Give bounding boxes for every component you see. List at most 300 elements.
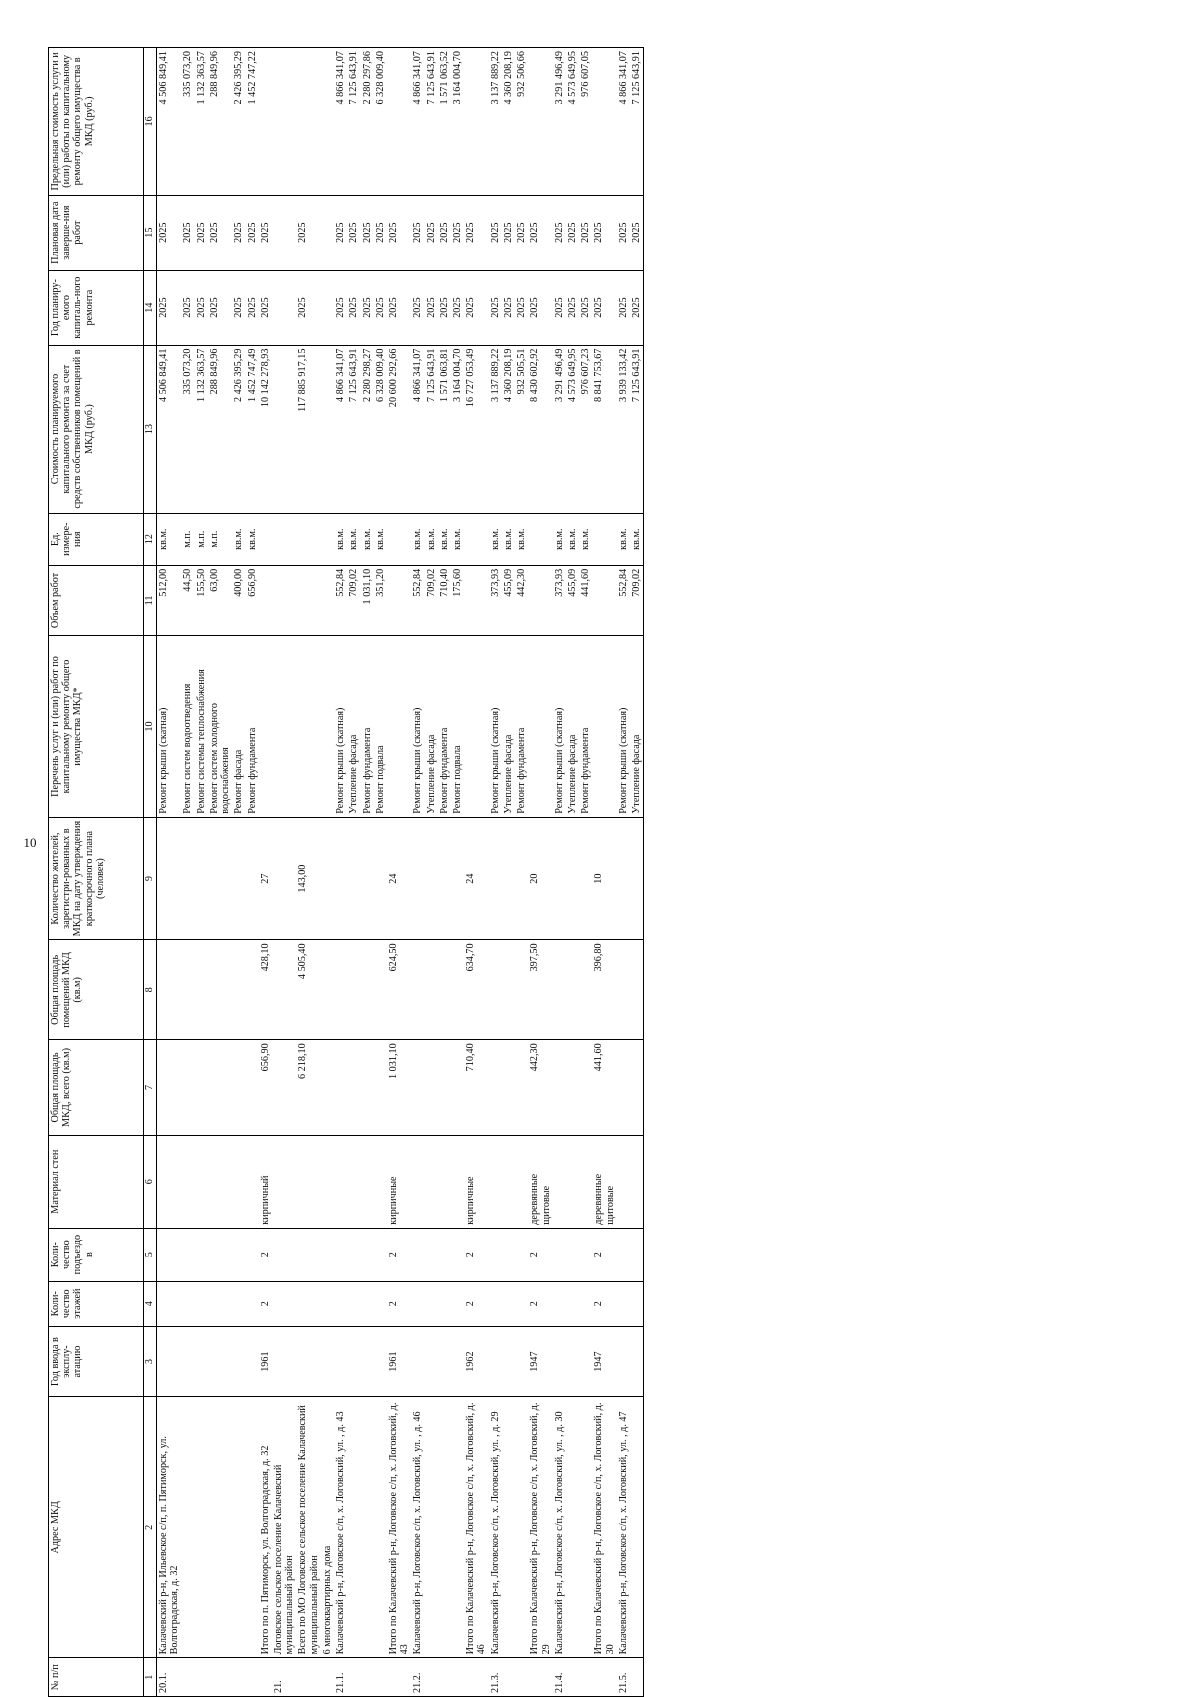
table-row — [617, 48, 630, 1697]
table-cell: Ремонт крыши (скатная) — [411, 636, 424, 818]
table-cell: 21.4. — [553, 1658, 566, 1697]
table-cell — [387, 1658, 411, 1697]
column-number-row — [144, 48, 157, 1697]
table-cell — [347, 1228, 360, 1281]
table-cell — [630, 1658, 644, 1697]
table-cell: кв.м. — [374, 513, 387, 565]
table-cell: Итого по Калачевский р-н, Логовское с/п, х. Логовский, д. 43 — [387, 1397, 411, 1658]
table-cell: 4 866 341,07 — [411, 345, 424, 513]
table-cell — [195, 1228, 208, 1281]
table-cell — [195, 1326, 208, 1396]
table-cell: 2025 — [528, 195, 552, 270]
table-cell — [411, 1228, 424, 1281]
table-cell: 428,10 — [259, 940, 272, 1040]
table-cell — [553, 1135, 566, 1228]
table-cell: м.п. — [208, 513, 232, 565]
table-cell: кирпичные — [387, 1135, 411, 1228]
table-cell — [272, 345, 296, 513]
table-cell — [617, 940, 630, 1040]
table-cell — [157, 1228, 182, 1281]
table-cell: кв.м. — [232, 513, 245, 565]
table-cell — [451, 1135, 464, 1228]
column-header-11: Объем работ — [49, 565, 144, 635]
table-cell: 4 573 649,95 — [566, 48, 579, 196]
table-cell — [489, 940, 502, 1040]
table-cell: 2025 — [334, 195, 347, 270]
table-cell — [334, 817, 347, 940]
table-cell: 656,90 — [259, 1040, 272, 1135]
table-cell: Ремонт систем водоотведения — [181, 636, 194, 818]
table-cell: 288 849,96 — [208, 345, 232, 513]
table-cell: 709,02 — [425, 565, 438, 635]
table-cell — [195, 1135, 208, 1228]
table-cell — [374, 1135, 387, 1228]
table-cell — [630, 1135, 644, 1228]
table-cell — [425, 1135, 438, 1228]
table-cell: 2025 — [617, 270, 630, 345]
table-cell — [321, 1228, 334, 1281]
table-cell — [553, 1040, 566, 1135]
table-cell: 2025 — [502, 195, 515, 270]
table-cell — [438, 1281, 451, 1326]
table-cell — [489, 1281, 502, 1326]
table-cell — [425, 1281, 438, 1326]
column-number-9: 9 — [144, 817, 157, 940]
table-cell: 397,50 — [528, 940, 552, 1040]
table-cell: 7 125 643,91 — [630, 48, 644, 196]
table-cell: 24 — [464, 817, 488, 940]
table-cell — [502, 1658, 515, 1697]
table-cell — [334, 1040, 347, 1135]
table-cell — [259, 1658, 272, 1697]
table-cell: Калачевский р-н, Логовское с/п, х. Логовский, ул. , д. 46 — [411, 1397, 424, 1658]
table-cell — [411, 940, 424, 1040]
column-number-10: 10 — [144, 636, 157, 818]
table-cell — [195, 1397, 208, 1658]
table-cell: 2025 — [515, 195, 528, 270]
table-cell: Ремонт крыши (скатная) — [617, 636, 630, 818]
table-cell — [617, 1326, 630, 1396]
table-cell — [334, 1326, 347, 1396]
table-cell: 932 506,66 — [515, 48, 528, 196]
table-cell — [321, 1326, 334, 1396]
table-cell — [579, 1326, 592, 1396]
table-cell: Ремонт системы теплоснабжения — [195, 636, 208, 818]
table-cell: 2025 — [515, 270, 528, 345]
table-cell — [181, 940, 194, 1040]
table-cell: 2025 — [347, 195, 360, 270]
column-number-16: 16 — [144, 48, 157, 196]
table-row — [464, 48, 488, 1697]
table-cell — [181, 1040, 194, 1135]
column-number-2: 2 — [144, 1397, 157, 1658]
table-cell: 2 280 297,86 — [361, 48, 374, 196]
table-cell: 2025 — [553, 270, 566, 345]
table-cell: 2025 — [592, 270, 616, 345]
table-cell — [579, 1040, 592, 1135]
table-cell — [387, 48, 411, 196]
table-cell: 1 031,10 — [387, 1040, 411, 1135]
column-number-12: 12 — [144, 513, 157, 565]
table-cell — [272, 513, 296, 565]
table-cell: Ремонт крыши (скатная) — [334, 636, 347, 818]
table-cell — [451, 1658, 464, 1697]
table-cell: 1 132 363,57 — [195, 48, 208, 196]
table-cell: 2025 — [630, 270, 644, 345]
table-cell: 2025 — [464, 270, 488, 345]
table-cell — [566, 1326, 579, 1396]
table-cell — [232, 1326, 245, 1396]
table-cell: 20.1. — [157, 1658, 182, 1697]
table-cell — [208, 817, 232, 940]
table-cell: 3 291 496,49 — [553, 48, 566, 196]
column-header-5: Коли-чество подъездо в — [49, 1228, 144, 1281]
table-cell: 21.2. — [411, 1658, 424, 1697]
table-cell: Калачевский р-н, Ильевское с/п, п. Пятиморск, ул. Волгоградская, д. 32 — [157, 1397, 182, 1658]
table-cell: Ремонт крыши (скатная) — [489, 636, 502, 818]
table-cell: кв.м. — [411, 513, 424, 565]
table-cell — [272, 195, 296, 270]
table-cell — [334, 1228, 347, 1281]
table-cell — [387, 636, 411, 818]
table-cell — [489, 1326, 502, 1396]
table-cell: Ремонт фундамента — [438, 636, 451, 818]
table-row — [272, 48, 296, 1697]
table-cell — [272, 565, 296, 635]
table-cell: кирпичный — [259, 1135, 272, 1228]
table-cell — [347, 1326, 360, 1396]
table-cell — [374, 1326, 387, 1396]
table-cell: 2025 — [246, 195, 259, 270]
table-cell — [489, 1135, 502, 1228]
table-cell: Ремонт крыши (скатная) — [553, 636, 566, 818]
table-cell: 2 — [259, 1228, 272, 1281]
table-row — [630, 48, 644, 1697]
table-cell — [451, 1326, 464, 1396]
table-cell — [157, 817, 182, 940]
table-cell — [411, 817, 424, 940]
table-cell — [528, 48, 552, 196]
table-cell: 6 218,10 — [296, 1040, 320, 1135]
table-cell: Утепление фасада — [502, 636, 515, 818]
table-cell — [630, 817, 644, 940]
table-cell — [579, 1397, 592, 1658]
table-cell — [451, 1281, 464, 1326]
table-cell — [502, 817, 515, 940]
table-row — [361, 48, 374, 1697]
table-cell: кв.м. — [489, 513, 502, 565]
table-row — [553, 48, 566, 1697]
table-body — [157, 48, 644, 1697]
table-row — [232, 48, 245, 1697]
table-cell: 335 073,20 — [181, 345, 194, 513]
table-cell — [387, 565, 411, 635]
table-cell — [246, 1281, 259, 1326]
table-cell — [411, 1135, 424, 1228]
table-cell — [361, 940, 374, 1040]
table-cell: 20 600 292,66 — [387, 345, 411, 513]
column-number-5: 5 — [144, 1228, 157, 1281]
table-cell — [157, 1040, 182, 1135]
table-cell — [502, 1326, 515, 1396]
table-cell — [464, 636, 488, 818]
table-cell: кв.м. — [553, 513, 566, 565]
table-cell: Ремонт фундамента — [579, 636, 592, 818]
table-cell — [566, 1135, 579, 1228]
table-cell — [374, 1658, 387, 1697]
table-cell: 3 291 496,49 — [553, 345, 566, 513]
table-cell — [630, 1040, 644, 1135]
table-row — [246, 48, 259, 1697]
table-cell — [208, 1135, 232, 1228]
table-cell — [425, 1228, 438, 1281]
table-cell: 2025 — [157, 270, 182, 345]
table-cell: 3 164 004,70 — [451, 345, 464, 513]
table-cell — [347, 940, 360, 1040]
table-cell — [321, 48, 334, 196]
table-cell: 10 — [592, 817, 616, 940]
table-cell: 2025 — [425, 270, 438, 345]
table-cell — [425, 1658, 438, 1697]
table-cell — [361, 1228, 374, 1281]
table-cell: Ремонт крыши (скатная) — [157, 636, 182, 818]
table-cell — [272, 1281, 296, 1326]
table-cell — [321, 565, 334, 635]
table-cell: Итого по Калачевский р-н, Логовское с/п, х. Логовский, д. 46 — [464, 1397, 488, 1658]
table-cell — [566, 1658, 579, 1697]
table-cell — [438, 940, 451, 1040]
table-cell: 1 571 063,81 — [438, 345, 451, 513]
table-row — [515, 48, 528, 1697]
table-cell: Калачевский р-н, Логовское с/п, х. Логовский, ул. , д. 43 — [334, 1397, 347, 1658]
table-cell: 16 727 053,49 — [464, 345, 488, 513]
table-cell — [361, 1397, 374, 1658]
table-cell — [296, 1326, 320, 1396]
table-cell — [208, 1658, 232, 1697]
rotated-page — [48, 47, 1158, 1697]
table-cell: 7 125 643,91 — [425, 48, 438, 196]
table-cell: 4 866 341,07 — [617, 48, 630, 196]
table-cell — [296, 48, 320, 196]
table-cell: 441,60 — [592, 1040, 616, 1135]
table-cell: кирпичные — [464, 1135, 488, 1228]
table-cell — [489, 1040, 502, 1135]
table-cell — [374, 1281, 387, 1326]
table-row — [502, 48, 515, 1697]
table-cell — [232, 1040, 245, 1135]
table-cell: 2 280 298,27 — [361, 345, 374, 513]
table-cell — [296, 1228, 320, 1281]
table-cell — [425, 1040, 438, 1135]
table-cell: 1 571 063,52 — [438, 48, 451, 196]
table-cell: 2025 — [361, 270, 374, 345]
table-cell: 442,30 — [515, 565, 528, 635]
table-cell — [272, 270, 296, 345]
table-cell — [157, 1281, 182, 1326]
table-cell: 3 164 004,70 — [451, 48, 464, 196]
table-cell: 634,70 — [464, 940, 488, 1040]
table-cell — [347, 1040, 360, 1135]
table-cell — [515, 1326, 528, 1396]
table-cell: 63,00 — [208, 565, 232, 635]
table-cell: 2025 — [296, 195, 320, 270]
table-cell — [425, 940, 438, 1040]
table-cell: 3 137 889,22 — [489, 345, 502, 513]
table-cell: Ремонт фундамента — [361, 636, 374, 818]
table-cell — [553, 1326, 566, 1396]
table-cell: 1 452 747,22 — [246, 48, 259, 196]
table-row — [438, 48, 451, 1697]
table-cell — [361, 1326, 374, 1396]
table-row — [579, 48, 592, 1697]
table-cell: 2 — [464, 1281, 488, 1326]
table-cell — [334, 1281, 347, 1326]
table-cell — [579, 817, 592, 940]
table-cell — [592, 636, 616, 818]
table-cell — [259, 636, 272, 818]
table-cell: Ремонт систем холодного водоснабжения — [208, 636, 232, 818]
table-cell: 4 360 208,19 — [502, 345, 515, 513]
table-cell — [232, 1228, 245, 1281]
column-header-12: Ед. измере-ния — [49, 513, 144, 565]
table-row — [181, 48, 194, 1697]
table-cell — [630, 1281, 644, 1326]
table-cell: 288 849,96 — [208, 48, 232, 196]
table-cell: 2025 — [334, 270, 347, 345]
table-cell: кв.м. — [579, 513, 592, 565]
table-cell: 1 132 363,57 — [195, 345, 208, 513]
table-cell: 2025 — [208, 270, 232, 345]
table-cell — [347, 1658, 360, 1697]
table-cell — [438, 1397, 451, 1658]
table-cell — [451, 1228, 464, 1281]
table-cell: 7 125 643,91 — [425, 345, 438, 513]
table-cell — [321, 513, 334, 565]
table-cell — [489, 817, 502, 940]
table-cell — [566, 1040, 579, 1135]
table-cell — [438, 1228, 451, 1281]
table-cell: 2025 — [374, 195, 387, 270]
table-cell: 2025 — [502, 270, 515, 345]
table-cell: 2025 — [553, 195, 566, 270]
table-cell — [259, 513, 272, 565]
column-header-10: Перечень услуг и (или) работ по капитальному ремонту общего имущества МКД* — [49, 636, 144, 818]
table-cell: 552,84 — [411, 565, 424, 635]
table-cell — [157, 1326, 182, 1396]
table-cell — [553, 1228, 566, 1281]
table-cell — [617, 1040, 630, 1135]
table-cell: 2025 — [464, 195, 488, 270]
table-cell — [515, 817, 528, 940]
table-cell: 44,50 — [181, 565, 194, 635]
table-cell — [259, 48, 272, 196]
table-cell — [451, 817, 464, 940]
table-cell: 6 многоквартирных дома — [321, 1397, 334, 1658]
table-cell — [272, 636, 296, 818]
table-cell: 2025 — [411, 270, 424, 345]
table-cell: Утепление фасада — [566, 636, 579, 818]
table-cell — [272, 940, 296, 1040]
table-cell — [232, 1281, 245, 1326]
table-cell — [502, 1135, 515, 1228]
table-cell — [321, 817, 334, 940]
table-cell: кв.м. — [451, 513, 464, 565]
table-cell — [246, 817, 259, 940]
table-cell: 2025 — [566, 270, 579, 345]
table-cell — [157, 1135, 182, 1228]
table-cell — [515, 1658, 528, 1697]
table-cell — [438, 1658, 451, 1697]
table-cell — [232, 1135, 245, 1228]
table-cell: 4 505,40 — [296, 940, 320, 1040]
table-cell: 2025 — [592, 195, 616, 270]
table-cell: м.п. — [181, 513, 194, 565]
table-cell — [321, 1040, 334, 1135]
table-cell — [361, 1658, 374, 1697]
table-cell — [592, 1658, 616, 1697]
table-cell: Утепление фасада — [630, 636, 644, 818]
table-cell: 2025 — [438, 195, 451, 270]
table-cell — [361, 1135, 374, 1228]
table-cell: 2 — [387, 1281, 411, 1326]
table-cell: 2025 — [566, 195, 579, 270]
column-header-4: Коли-чество этажей — [49, 1281, 144, 1326]
table-cell: кв.м. — [515, 513, 528, 565]
table-cell: деревянные щитовые — [528, 1135, 552, 1228]
table-cell — [464, 1658, 488, 1697]
table-cell: 351,20 — [374, 565, 387, 635]
table-cell: 6 328 009,40 — [374, 345, 387, 513]
table-cell: 335 073,20 — [181, 48, 194, 196]
table-cell — [617, 817, 630, 940]
table-cell: 7 125 643,91 — [347, 345, 360, 513]
table-cell — [579, 1135, 592, 1228]
table-cell: 2025 — [374, 270, 387, 345]
table-cell — [502, 1040, 515, 1135]
table-cell — [579, 1228, 592, 1281]
capital-repair-table — [48, 47, 644, 1697]
table-cell — [515, 1135, 528, 1228]
table-cell — [592, 513, 616, 565]
table-cell: 155,50 — [195, 565, 208, 635]
table-cell: 21.3. — [489, 1658, 502, 1697]
table-cell — [464, 48, 488, 196]
table-cell — [361, 817, 374, 940]
table-row — [592, 48, 616, 1697]
table-cell: 2025 — [411, 195, 424, 270]
table-row — [374, 48, 387, 1697]
table-cell — [272, 1135, 296, 1228]
table-cell: кв.м. — [502, 513, 515, 565]
table-cell: 10 142 278,93 — [259, 345, 272, 513]
table-cell — [347, 1397, 360, 1658]
table-cell: 1947 — [592, 1326, 616, 1396]
table-cell: 2 — [464, 1228, 488, 1281]
table-cell — [347, 817, 360, 940]
table-cell — [195, 1040, 208, 1135]
table-cell — [528, 565, 552, 635]
table-cell — [232, 817, 245, 940]
table-cell: Всего по МО Логовское сельское поселение Калачевский муниципальный район — [296, 1397, 320, 1658]
table-cell: 2025 — [489, 195, 502, 270]
table-cell: 4 360 208,19 — [502, 48, 515, 196]
table-cell: Ремонт фасада — [232, 636, 245, 818]
table-cell: 2 — [528, 1281, 552, 1326]
table-cell: 21.5. — [617, 1658, 630, 1697]
table-cell: 2025 — [208, 195, 232, 270]
column-number-11: 11 — [144, 565, 157, 635]
table-cell: 2025 — [195, 195, 208, 270]
